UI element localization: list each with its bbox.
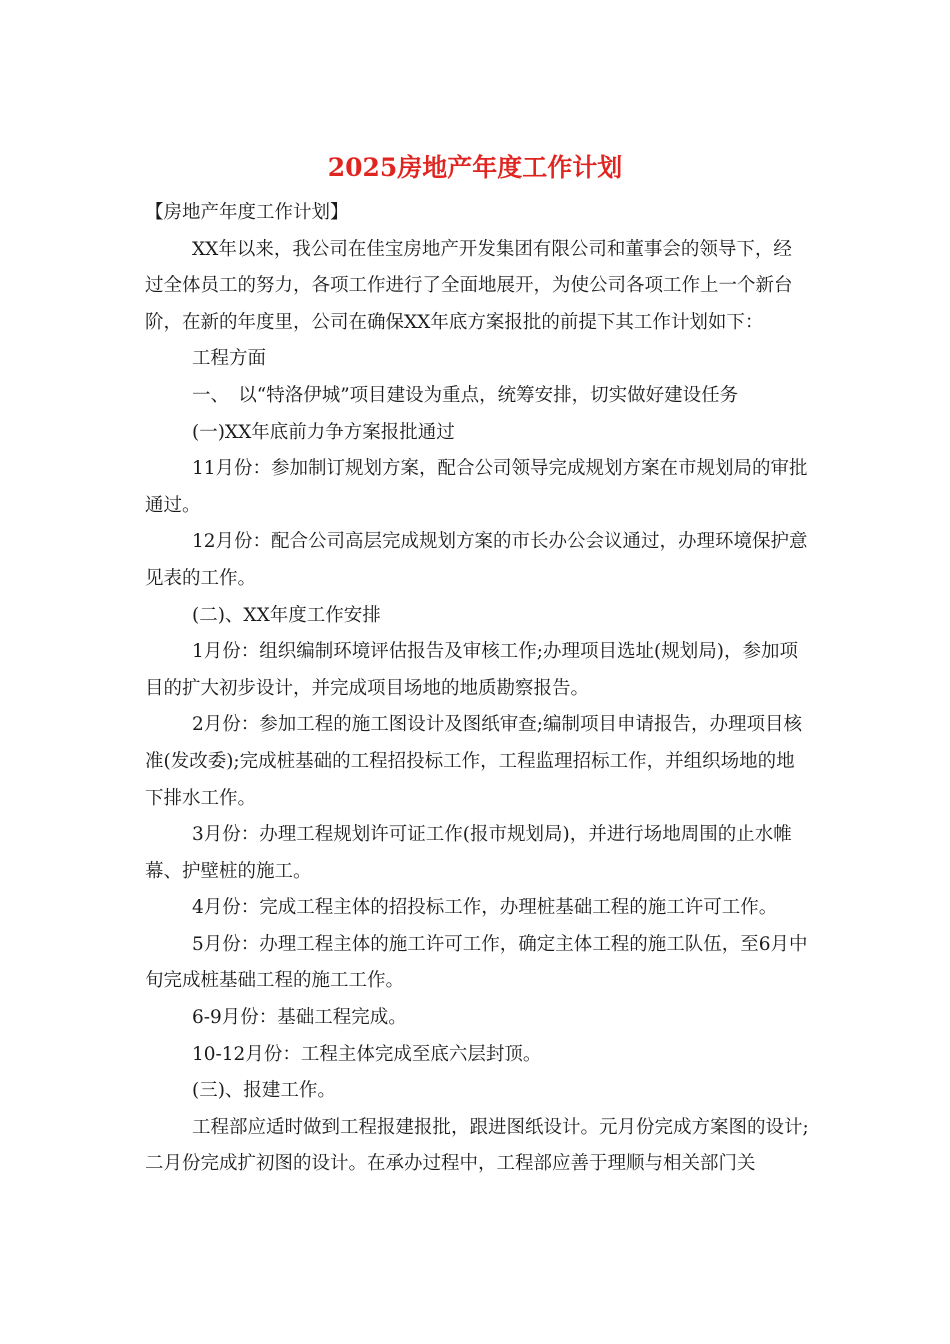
intro-paragraph: XX年以来，我公司在佳宝房地产开发集团有限公司和董事会的领导下，经过全体员工的努力，各项工作进行了全面地展开，为使公司各项工作上一个新台阶，在新的年度里，公司在确保XX年底方案报批的前提下其工作计划如下： [145,238,793,333]
body-paragraph: 4月份：完成工程主体的招投标工作，办理桩基础工程的施工许可工作。 [192,897,778,919]
document-title: 2025房地产年度工作计划 [327,153,623,182]
subsection-heading: (二)、XX年度工作安排 [192,604,381,626]
body-paragraph: 11月份：参加制订规划方案，配合公司领导完成规划方案在市规划局的审批通过。 [145,458,808,516]
subsection-heading: 一、 以“特洛伊城”项目建设为重点，统筹安排，切实做好建设任务 [192,384,739,406]
document-body [145,195,809,1183]
subsection-heading: (一)XX年底前力争方案报批通过 [192,421,455,443]
body-paragraph: 1月份：组织编制环境评估报告及审核工作;办理项目选址(规划局)，参加项目的扩大初步设计，并完成项目场地的地质勘察报告。 [145,641,798,699]
body-paragraph: 10-12月份：工程主体完成至底六层封顶。 [192,1043,542,1065]
body-paragraph: 5月份：办理工程主体的施工许可工作，确定主体工程的施工队伍，至6月中旬完成桩基础工程的施工工作。 [145,933,808,992]
section-heading: 【房地产年度工作计划】 [145,202,349,223]
body-paragraph: 3月份：办理工程规划许可证工作(报市规划局)，并进行场地周围的止水帷幕、护壁桩的施工。 [145,824,792,882]
body-paragraph: 6-9月份：基础工程完成。 [192,1007,407,1029]
subsection-heading: 工程方面 [192,348,267,370]
body-paragraph: 工程部应适时做到工程报建报批，跟进图纸设计。元月份完成方案图的设计;二月份完成扩初图的设计。在承办过程中，工程部应善于理顺与相关部门关 [145,1116,809,1175]
body-paragraph: 2月份：参加工程的施工图设计及图纸审查;编制项目申请报告，办理项目核准(发改委);完成桩基础的工程招投标工作，工程监理招标工作，并组织场地的地下排水工作。 [145,714,803,809]
subsection-heading: (三)、报建工作。 [192,1080,336,1102]
body-paragraph: 12月份：配合公司高层完成规划方案的市长办公会议通过，办理环境保护意见表的工作。 [145,531,808,589]
